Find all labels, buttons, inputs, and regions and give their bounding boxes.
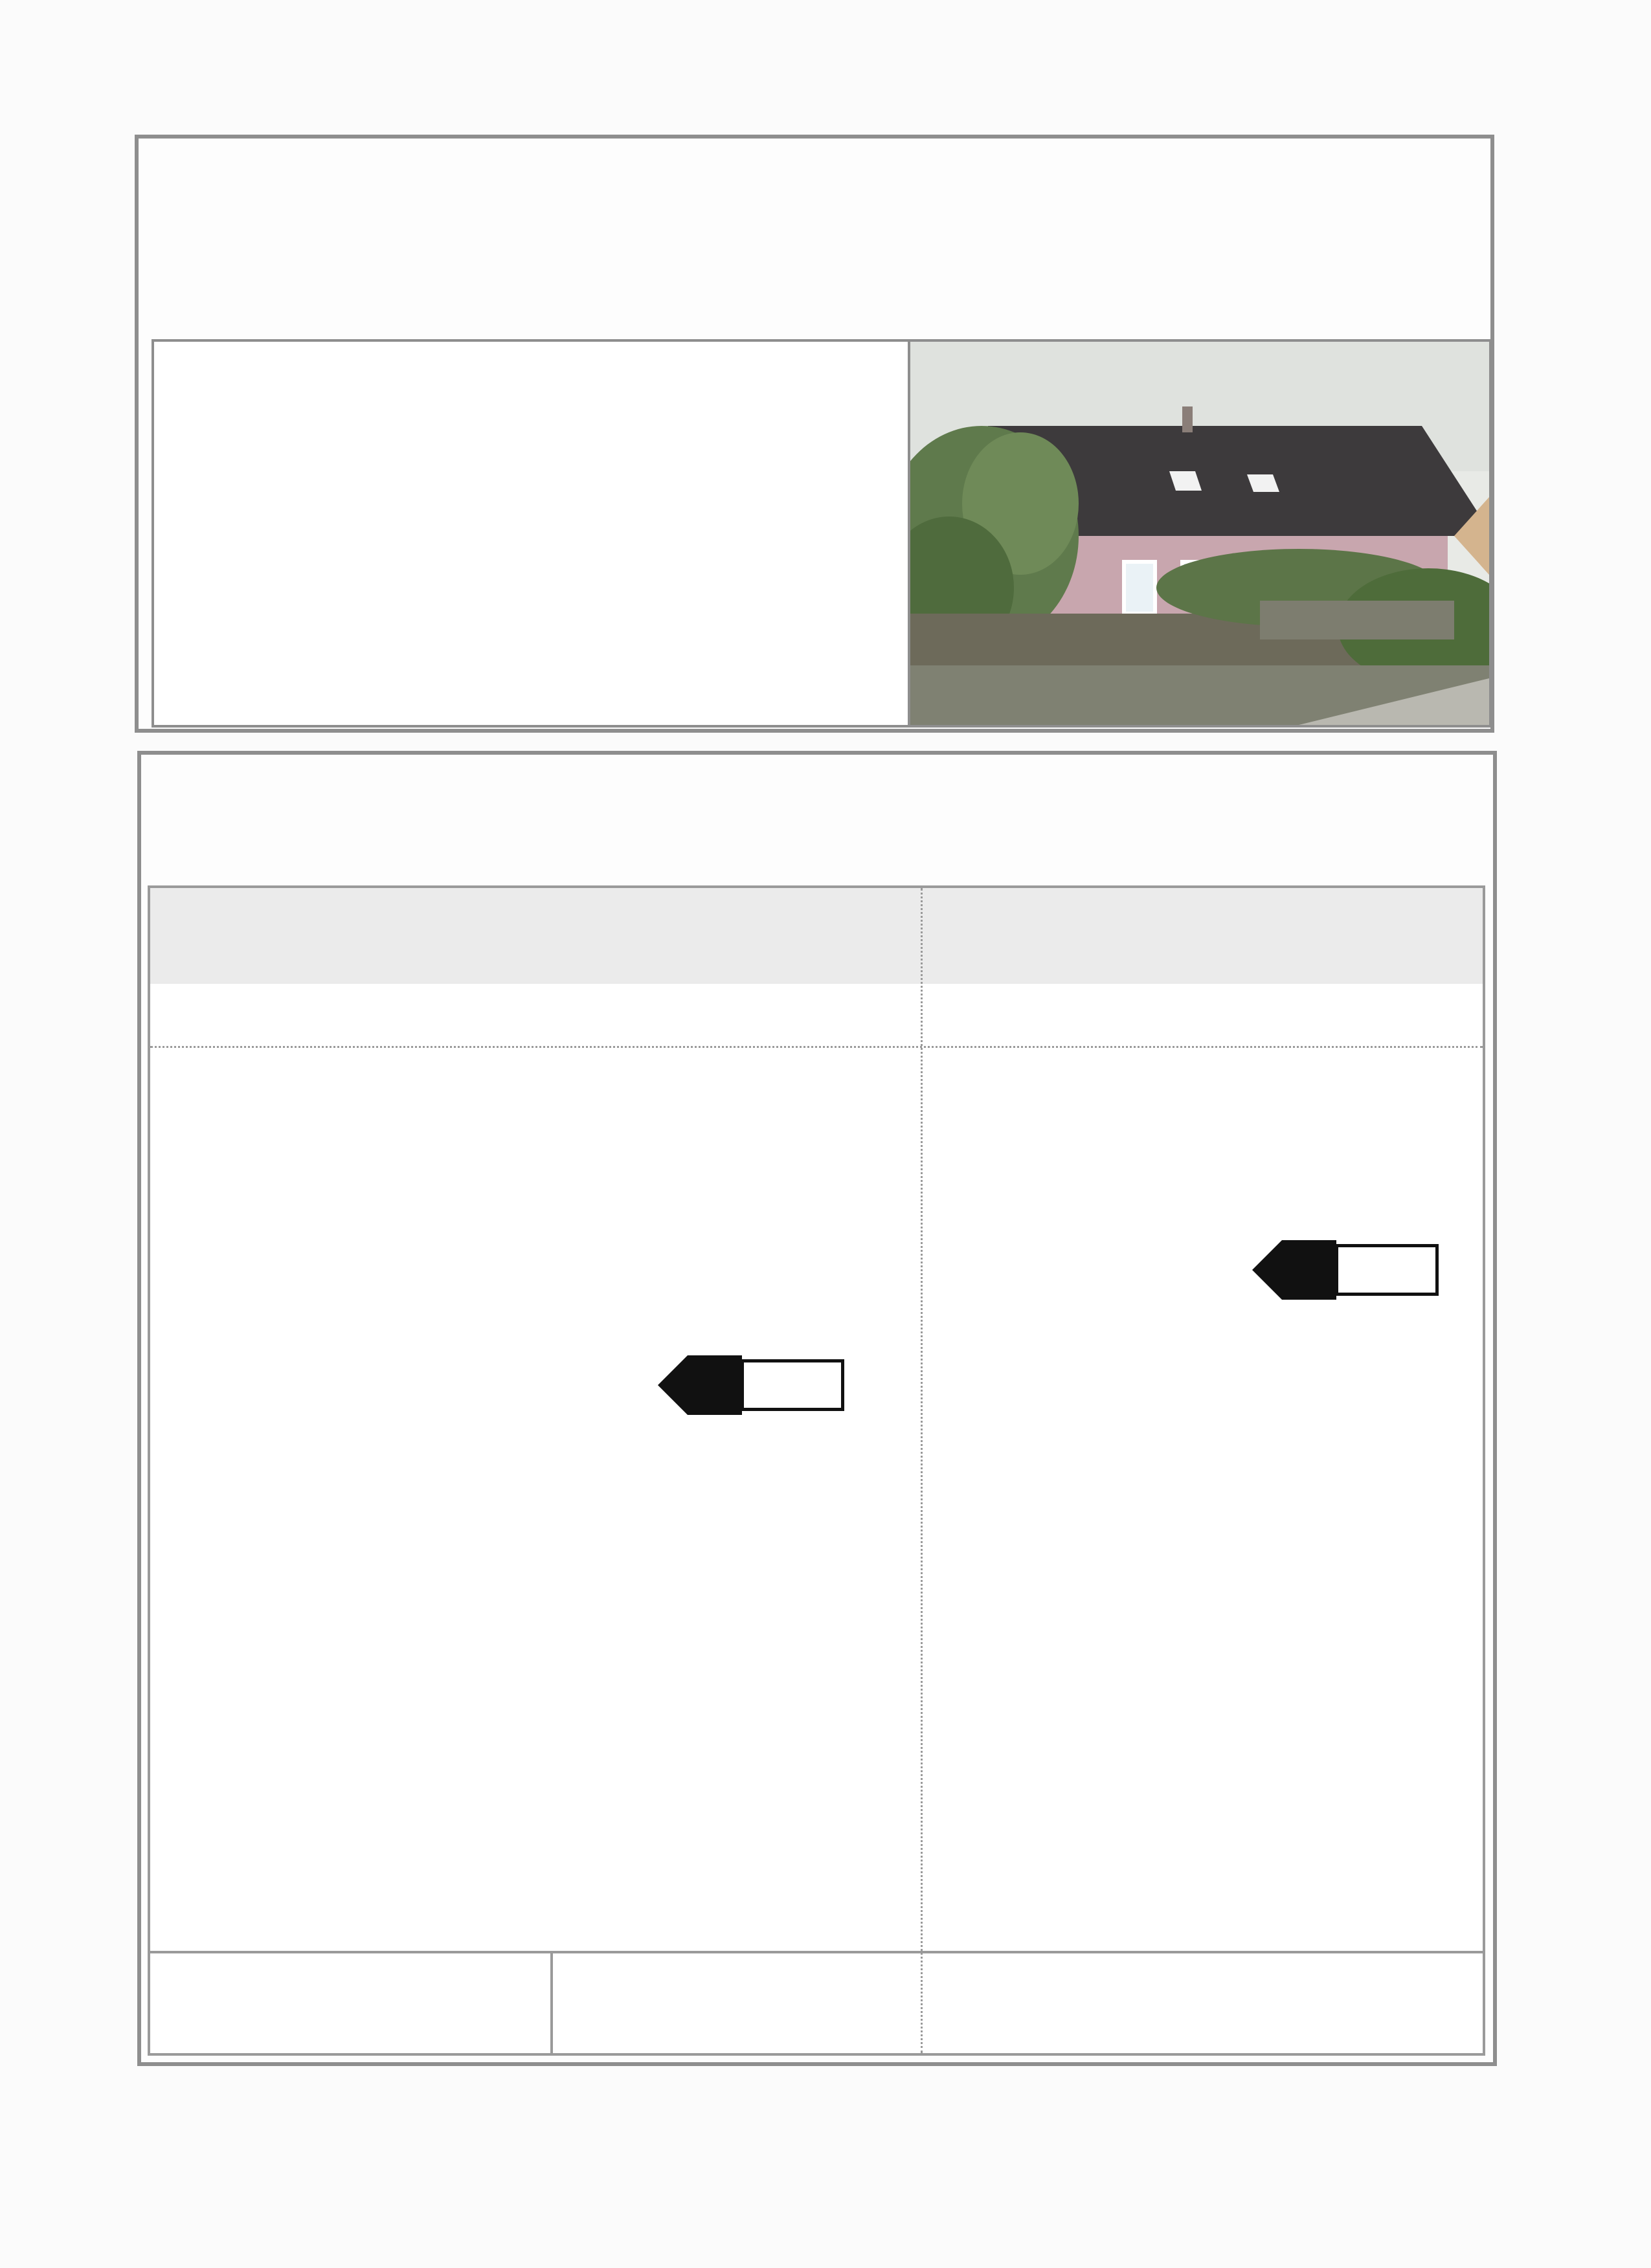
- footer-label-cell: [150, 1953, 553, 2054]
- footer-row: [150, 1951, 1483, 2057]
- left-indicator: [658, 1355, 848, 1415]
- right-indicator-label: [1335, 1244, 1439, 1296]
- left-indicator-label: [741, 1359, 844, 1411]
- right-indicator: [1252, 1240, 1443, 1300]
